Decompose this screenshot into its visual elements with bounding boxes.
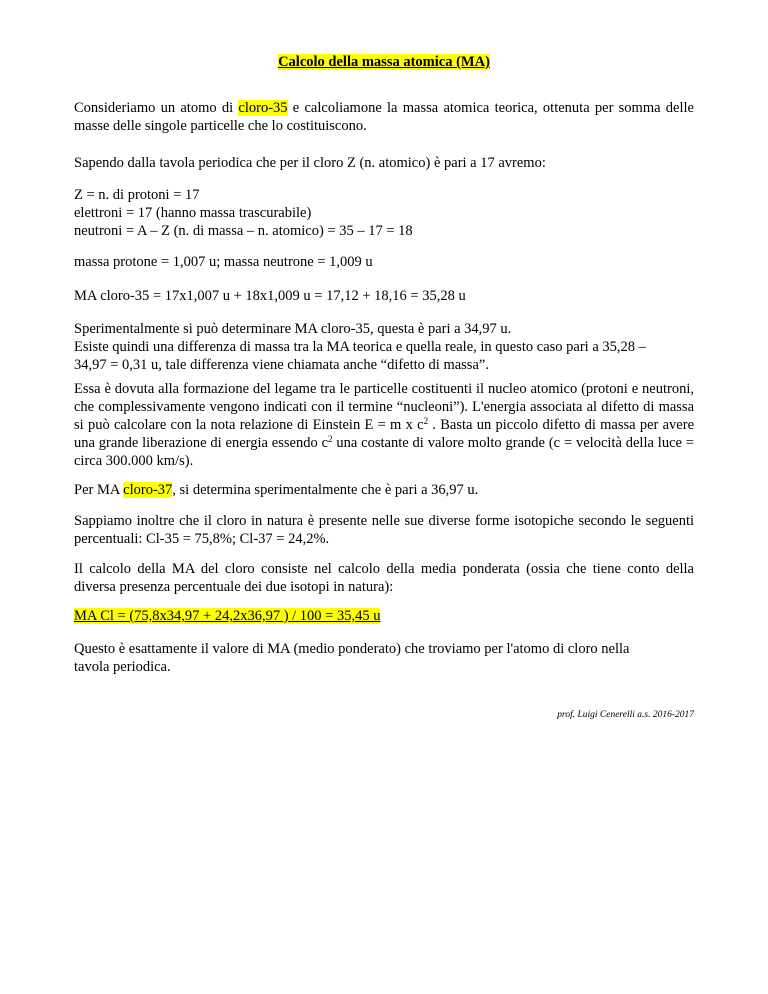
formula-text: MA Cl = (75,8x34,97 + 24,2x36,97 ) / 100 = 35,45 u	[74, 608, 381, 624]
intro-text-after: e calcoliamone la massa atomica teorica, ottenuta per somma delle masse delle singole particelle che lo costituiscono.	[74, 100, 694, 134]
particles-list	[74, 186, 694, 240]
conclusion-line: tavola periodica.	[74, 659, 171, 675]
conclusion-line: Questo è esattamente il valore di MA (medio ponderato) che troviamo per l'atomo di cloro nella	[74, 641, 630, 657]
particle-masses: massa protone = 1,007 u; massa neutrone = 1,009 u	[74, 254, 373, 270]
exponent: 2	[423, 416, 429, 426]
binding-text: . Basta un piccolo difetto di massa per avere una grande liberazione di energia essendo c	[74, 417, 695, 451]
conclusion-paragraph	[74, 640, 694, 676]
binding-text: Essa è dovuta alla formazione del legame tra le particelle costituenti il nucleo atomico (protoni e neutroni, che complessivamente vengono indicati con il termine “nucleoni”). L'energia associata al difetto di massa si può calcolare con la nota relazione di Einstein E = m x c	[74, 381, 694, 433]
exponent: 2	[328, 434, 333, 444]
periodic-note: Sapendo dalla tavola periodica che per il cloro Z (n. atomico) è pari a 17 avremo:	[74, 155, 546, 171]
weighted-formula	[74, 607, 694, 625]
cl37-text-after: , si determina sperimentalmente che è pari a 36,97 u.	[172, 482, 479, 498]
experimental-paragraph	[74, 320, 694, 374]
binding-text: una costante di valore molto grande (c = velocità della luce = circa 300.000 km/s).	[74, 435, 694, 469]
experimental-line: Sperimentalmente si può determinare MA cloro-35, questa è pari a 34,97 u.	[74, 321, 512, 337]
protons-line: Z = n. di protoni = 17	[74, 187, 200, 203]
weighted-average-paragraph: Il calcolo della MA del cloro consiste nel calcolo della media ponderata (ossia che tiene conto della diversa presenza percentuale dei due isotopi in natura):	[74, 561, 694, 595]
experimental-line: 34,97 = 0,31 u, tale differenza viene chiamata anche “difetto di massa”.	[74, 357, 489, 373]
highlighted-term-cloro-37: cloro-37	[123, 482, 173, 498]
cloro-37-paragraph	[74, 481, 694, 499]
intro-paragraph	[74, 99, 694, 135]
electrons-line: elettroni = 17 (hanno massa trascurabile)	[74, 205, 312, 221]
highlighted-term-cloro-35: cloro-35	[238, 100, 288, 116]
intro-text-before: Consideriamo un atomo di	[74, 100, 239, 116]
neutrons-line: neutroni = A – Z (n. di massa – n. atomico) = 35 – 17 = 18	[74, 223, 413, 239]
page-title	[0, 53, 768, 71]
author-credit: prof. Luigi Cenerelli a.s. 2016-2017	[557, 710, 694, 720]
experimental-line: Esiste quindi una differenza di massa tra la MA teorica e quella reale, in questo caso pari a 35,28 –	[74, 339, 646, 355]
title-text: Calcolo della massa atomica (MA)	[278, 54, 490, 70]
binding-energy-paragraph	[74, 380, 694, 470]
isotopes-paragraph: Sappiamo inoltre che il cloro in natura è presente nelle sue diverse forme isotopiche secondo le seguenti percentuali: Cl-35 = 75,8%; Cl-37 = 24,2%.	[74, 513, 694, 547]
cl37-text-before: Per MA	[74, 482, 124, 498]
ma-calculation: MA cloro-35 = 17x1,007 u + 18x1,009 u = 17,12 + 18,16 = 35,28 u	[74, 288, 466, 304]
